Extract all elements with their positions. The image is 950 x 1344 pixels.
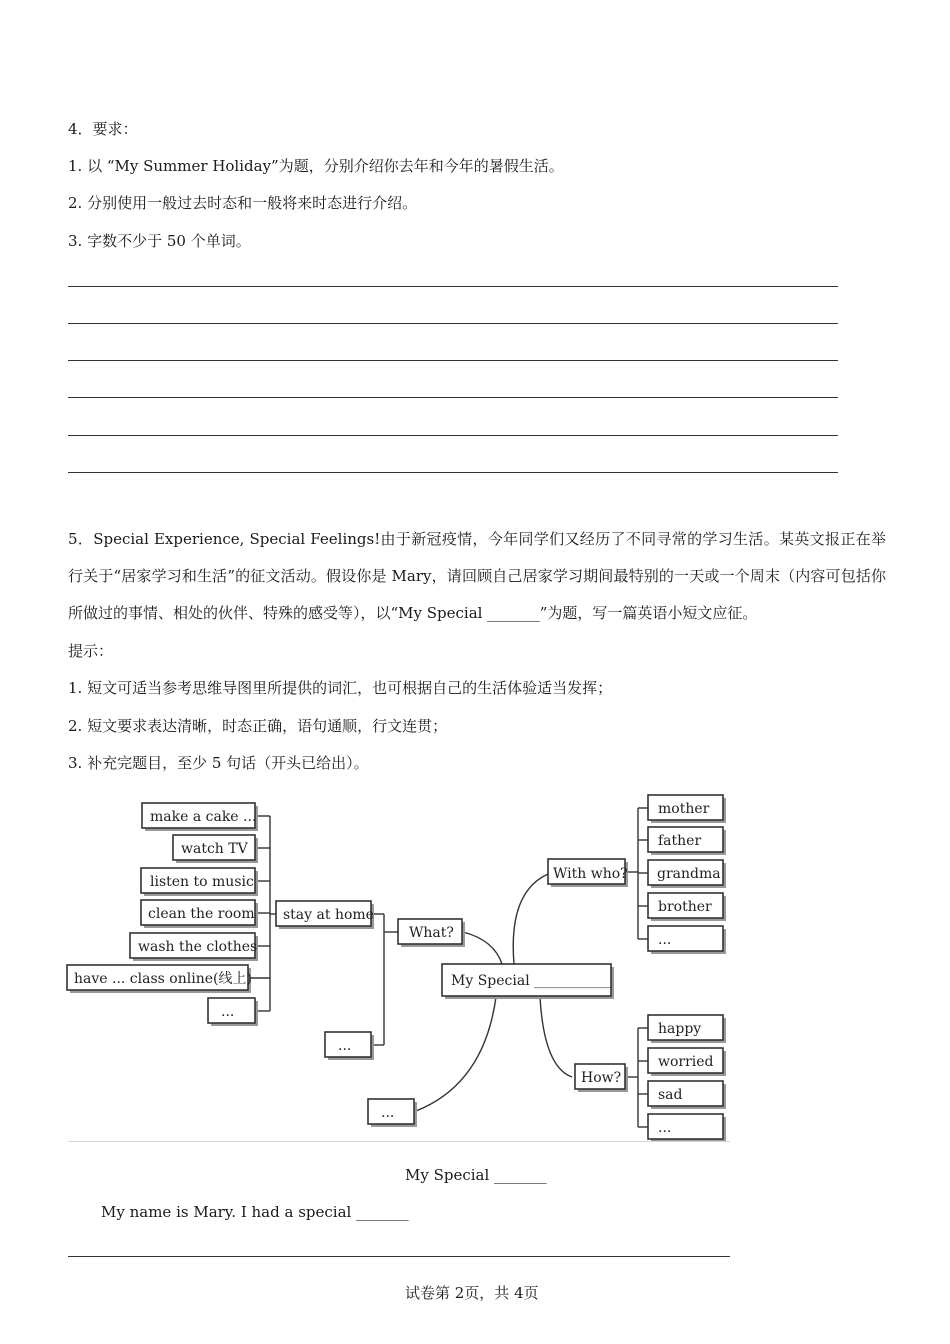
- answer-line[interactable]: [68, 435, 838, 436]
- center-box: [442, 964, 614, 999]
- essay-title: My Special _______: [405, 1166, 547, 1184]
- activity-box: [141, 868, 258, 896]
- activity-box: [141, 900, 258, 928]
- person-label: father: [658, 833, 702, 849]
- feeling-box: [648, 1081, 726, 1109]
- bottom-more-box: [368, 1099, 417, 1127]
- activity-label: have ... class online(线上): [74, 971, 252, 987]
- activity-label: clean the room: [148, 906, 255, 922]
- center-label: My Special ___________: [451, 973, 612, 989]
- essay-opening: My name is Mary. I had a special _______: [101, 1203, 409, 1221]
- q4-heading: 4．要求：: [68, 120, 138, 138]
- how-label: How?: [581, 1070, 622, 1086]
- with-who-label: With who?: [553, 866, 628, 882]
- q5-hint-3: 3. 补充完题目，至少 5 句话（开头已给出）。: [68, 754, 369, 772]
- activity-label: wash the clothes: [138, 939, 258, 955]
- answer-line[interactable]: [68, 286, 838, 287]
- person-box: [648, 860, 726, 888]
- what-box: [398, 919, 465, 947]
- how-connectors: [628, 1028, 648, 1127]
- person-label: mother: [658, 801, 710, 817]
- person-label: grandma: [657, 866, 721, 882]
- feeling-label: sad: [658, 1087, 683, 1103]
- answer-line[interactable]: [68, 360, 838, 361]
- stay-at-home-box: [276, 901, 374, 929]
- activity-box: [142, 803, 258, 831]
- activity-box: [130, 933, 258, 961]
- q5-hint-1: 1. 短文可适当参考思维导图里所提供的词汇，也可根据自己的生活体验适当发挥；: [68, 679, 613, 697]
- mind-map-diagram: [66, 792, 736, 1144]
- feeling-box: [648, 1114, 726, 1142]
- how-box: [575, 1064, 628, 1092]
- q5-hint-label: 提示：: [68, 642, 114, 660]
- feeling-label: worried: [658, 1054, 714, 1070]
- person-box: [648, 827, 726, 855]
- with-who-connectors: [628, 808, 648, 939]
- answer-line[interactable]: [68, 323, 838, 324]
- answer-line[interactable]: [68, 1256, 730, 1257]
- q5-hint-2: 2. 短文要求表达清晰，时态正确，语句通顺，行文连贯；: [68, 717, 448, 735]
- activity-label: watch TV: [181, 841, 248, 857]
- feeling-label: ...: [658, 1120, 672, 1136]
- what-more-box: [325, 1032, 374, 1060]
- activity-box: [208, 998, 258, 1026]
- person-label: brother: [658, 899, 712, 915]
- feeling-box: [648, 1048, 726, 1076]
- q4-requirement-1: 1. 以 “My Summer Holiday”为题，分别介绍你去年和今年的暑假生活。: [68, 157, 564, 175]
- activity-label: listen to music: [150, 874, 254, 890]
- answer-line[interactable]: [68, 397, 838, 398]
- what-connectors: [373, 914, 398, 1045]
- what-label: What?: [409, 925, 454, 941]
- stay-at-home-label: stay at home: [283, 907, 374, 923]
- person-box: [648, 795, 726, 823]
- activity-label: make a cake ...: [150, 809, 257, 825]
- person-label: ...: [658, 932, 672, 948]
- answer-line[interactable]: [68, 472, 838, 473]
- bottom-more-label: ...: [381, 1105, 395, 1121]
- activity-label: ...: [221, 1004, 235, 1020]
- activity-box: [67, 965, 252, 993]
- person-box: [648, 893, 726, 921]
- q4-requirement-2: 2. 分别使用一般过去时态和一般将来时态进行介绍。: [68, 194, 418, 212]
- feeling-box: [648, 1015, 726, 1043]
- activity-box: [173, 835, 258, 863]
- what-more-label: ...: [338, 1038, 352, 1054]
- q5-intro: 5．Special Experience, Special Feelings!由于新冠疫情，今年同学们又经历了不同寻常的学习生活。某英文报正在举行关于“居家学习和生活”的征文活动。假设你是 Mary，请回顾自己居家学习期间最特别的一天或一个周末（内容可包括你所做过的事情、相处的伙伴、特殊的感受等），以“My Special _______”为题，写一篇英语小短文应征。: [68, 530, 886, 622]
- page-footer: 试卷第 2页，共 4页: [405, 1284, 539, 1302]
- person-box: [648, 926, 726, 954]
- diagram-bottom-border: [68, 1141, 730, 1142]
- q4-requirement-3: 3. 字数不少于 50 个单词。: [68, 232, 251, 250]
- with-who-box: [548, 859, 628, 887]
- feeling-label: happy: [658, 1021, 702, 1037]
